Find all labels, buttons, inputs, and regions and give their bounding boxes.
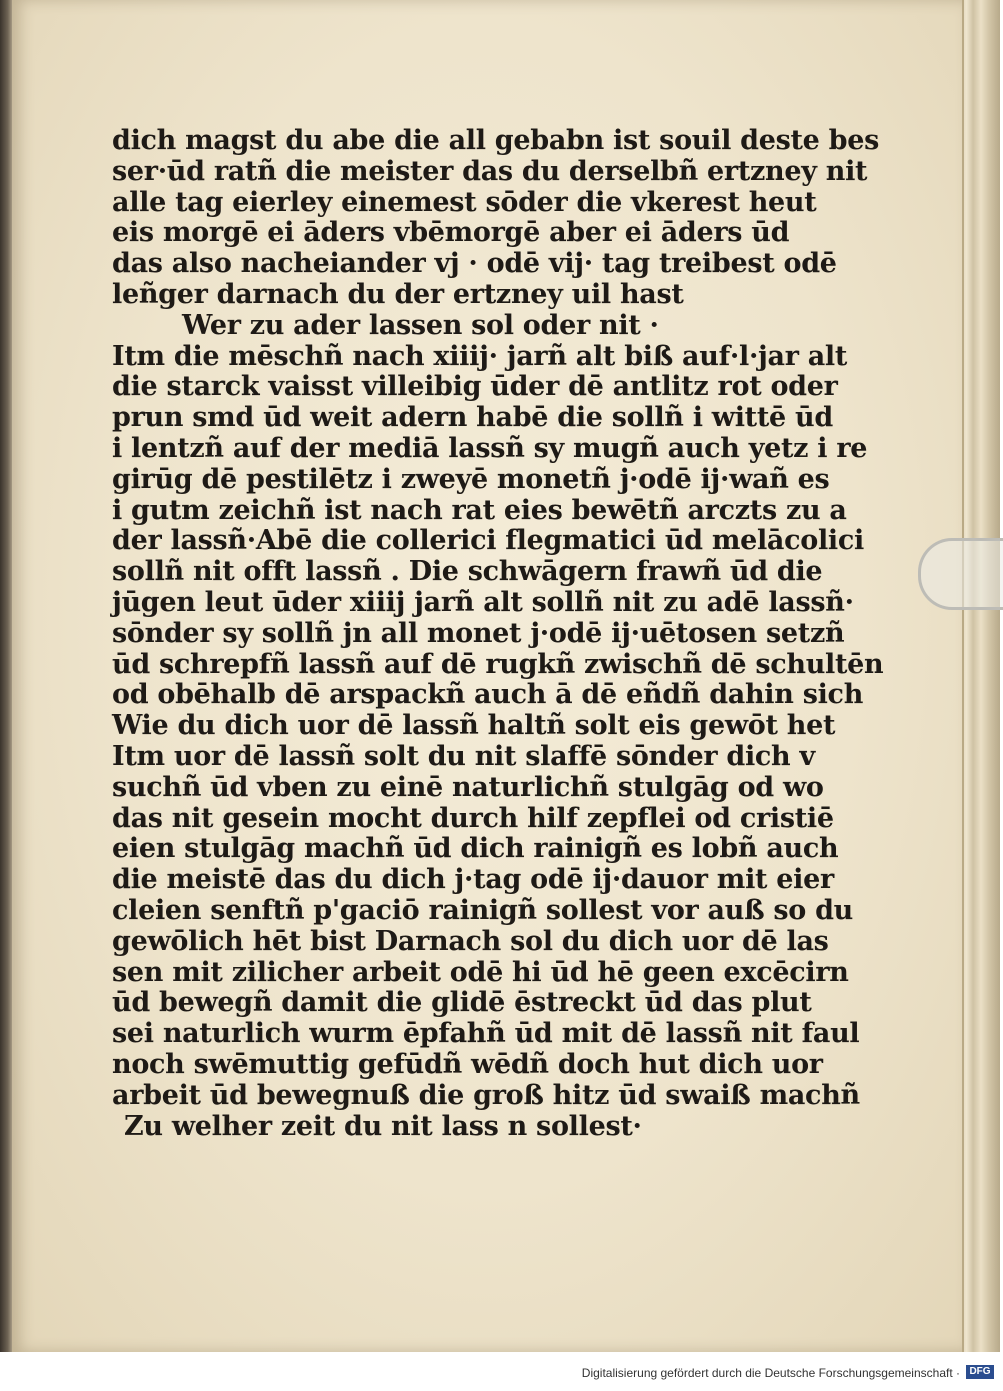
text-line: alle tag eierley einemest sōder die vkerest heut xyxy=(112,186,817,218)
text-line: noch swēmuttig gefūdñ wēdñ doch hut dich uor xyxy=(112,1048,823,1080)
text-line: eien stulgāg machñ ūd dich rainigñ es lobñ auch xyxy=(112,833,839,865)
section-heading: Zu welher zeit du nit lass n sollest· xyxy=(124,1110,642,1142)
text-line: arbeit ūd bewegnuß die groß hitz ūd swaiß machñ xyxy=(112,1079,860,1111)
text-line: girūg dē pestilētz i zweyē monetñ j·odē ij·wañ es xyxy=(112,463,830,495)
text-line: cleien senftñ p'gaciō rainigñ sollest vor auß so du xyxy=(112,894,854,926)
text-line: sei naturlich wurm ēpfahñ ūd mit dē lassñ nit faul xyxy=(112,1018,860,1050)
text-line: ūd bewegñ damit die glidē ēstreckt ūd das plut xyxy=(112,987,812,1019)
text-line: gewōlich hēt bist Darnach sol du dich uor dē las xyxy=(112,925,829,957)
text-line: der lassñ·Abē die collerici flegmatici ūd melācolici xyxy=(112,525,864,557)
text-line: die starck vaisst villeibig ūder dē antlitz rot oder xyxy=(112,371,838,403)
text-line: sen mit zilicher arbeit odē hi ūd hē geen excēcirn xyxy=(112,956,849,988)
text-line: die meistē das du dich j·tag odē ij·dauor mit eier xyxy=(112,864,834,896)
footer-bar xyxy=(0,1352,1000,1391)
text-line: ūd schrepfñ lassñ auf dē rugkñ zwischñ dē schultēn xyxy=(112,648,884,680)
text-line: ser·ūd ratñ die meister das du derselbñ ertzney nit xyxy=(112,155,868,187)
blackletter-text xyxy=(112,125,884,1142)
text-line: prun smd ūd weit adern habē die sollñ i wittē ūd xyxy=(112,402,833,434)
text-line: sōnder sy sollñ jn all monet j·odē ij·uētosen setzñ xyxy=(112,617,845,649)
text-line: eis morgē ei āders vbēmorgē aber ei āders ūd xyxy=(112,217,790,249)
text-line: sollñ nit offt lassñ . Die schwāgern frawñ ūd die xyxy=(112,556,823,588)
text-line: Itm uor dē lassñ solt du nit slaffē sōnder dich v xyxy=(112,740,815,772)
text-line: das also nacheiander vj · odē vij· tag treibest odē xyxy=(112,248,837,280)
dfg-logo: DFG xyxy=(966,1365,994,1379)
text-line: jūgen leut ūder xiiij jarñ alt sollñ nit zu adē lassñ· xyxy=(112,586,854,618)
text-line: das nit gesein mocht durch hilf zepflei od cristiē xyxy=(112,802,834,834)
funding-credit: Digitalisierung gefördert durch die Deutsche Forschungsgemeinschaft · xyxy=(581,1366,960,1380)
text-line: i gutm zeichñ ist nach rat eies bewētñ arczts zu a xyxy=(112,494,847,526)
text-line: od obēhalb dē arspackñ auch ā dē eñdñ dahin sich xyxy=(112,679,864,711)
text-line: Itm die mēschñ nach xiiij· jarñ alt biß auf·l·jar alt xyxy=(112,340,848,372)
text-line: leñger darnach du der ertzney uil hast xyxy=(112,278,684,310)
text-line: dich magst du abe die all gebabn ist souil deste bes xyxy=(112,125,879,156)
section-heading: Wer zu ader lassen sol oder nit · xyxy=(182,309,659,341)
text-line: Wie du dich uor dē lassñ haltñ solt eis gewōt het xyxy=(112,710,836,742)
text-line: suchñ ūd vben zu einē naturlichñ stulgāg od wo xyxy=(112,771,824,803)
page-clip xyxy=(918,538,1003,610)
text-line: i lentzñ auf der mediā lassñ sy mugñ auch yetz i re xyxy=(112,432,868,464)
